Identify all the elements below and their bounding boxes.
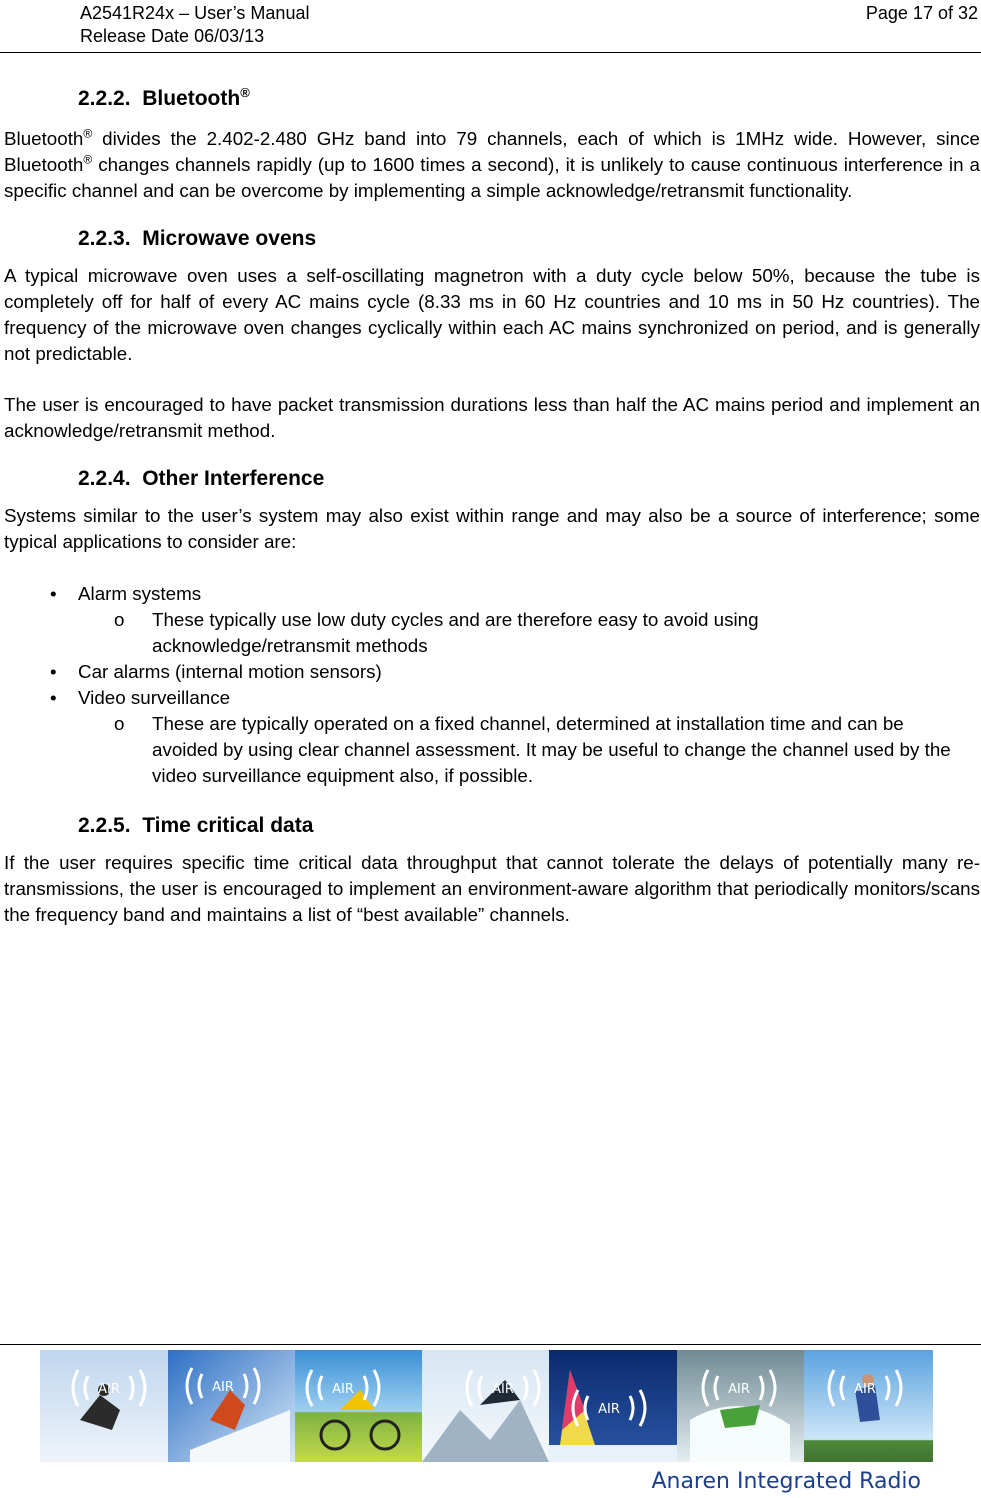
photo-tile (295, 1350, 422, 1462)
air-badge: AIR (492, 1382, 514, 1397)
air-badge: AIR (854, 1382, 876, 1397)
photo-tile (40, 1350, 168, 1462)
heading-number: 2.2.4. (78, 467, 131, 490)
sub-list (78, 711, 980, 789)
bullet-icon: • (50, 583, 57, 604)
bullet-icon: • (50, 661, 57, 682)
heading-number: 2.2.2. (78, 87, 131, 110)
page-body (4, 72, 980, 928)
header-left (80, 2, 309, 48)
registered-mark: ® (240, 85, 250, 100)
sub-list-item (78, 607, 882, 659)
page-number: Page 17 of 32 (865, 3, 978, 23)
paragraph-bluetooth (4, 126, 980, 204)
page-header (0, 0, 981, 53)
text-run: changes channels rapidly (up to 1600 times a second), it is unlikely to cause continuous interference in a specific channel and can be overcome by implementing a simple acknowledge/retransmit functionality. (4, 154, 980, 201)
paragraph-time-critical: If the user requires specific time critical data throughput that cannot tolerate the delays of potentially many re-transmissions, the user is encouraged to implement an environment-aware algorithm that periodically monitors/scans the frequency band and maintains a list of “best available” channels. (4, 852, 980, 925)
heading-bluetooth (4, 80, 980, 112)
air-badge: AIR (98, 1382, 120, 1397)
list-item-label: Alarm systems (78, 583, 202, 604)
photo-tile (422, 1350, 549, 1462)
heading-time-critical (4, 813, 980, 839)
heading-other-interference (4, 466, 980, 492)
action-photo-strip (40, 1350, 933, 1462)
paragraph-microwave-1: A typical microwave oven uses a self-oscillating magnetron with a duty cycle below 50%, because the tube is completely off for half of every AC mains cycle (8.33 ms in 60 Hz countries and 10 ms in 50 Hz countries). The frequency of the microwave oven changes cyclically within each AC mains synchronized on period, and is generally not predictable. (4, 265, 980, 364)
registered-mark: ® (83, 126, 93, 141)
air-badge: AIR (332, 1382, 354, 1397)
heading-text: Other Interference (142, 467, 325, 490)
release-date: Release Date 06/03/13 (80, 26, 265, 46)
text-run: Bluetooth (4, 128, 84, 149)
doc-title: A2541R24x – User’s Manual (80, 3, 310, 23)
air-badge: AIR (598, 1402, 620, 1417)
circle-bullet-icon: o (114, 713, 125, 734)
list-item-label: Car alarms (internal motion sensors) (78, 661, 382, 682)
heading-microwave (4, 226, 980, 252)
sub-list-item-text: These are typically operated on a fixed channel, determined at installation time and can be avoided by using clear channel assessment. It may be useful to change the channel used by the video surveillance equipment also, if possible. (152, 713, 951, 786)
sub-list (78, 607, 980, 659)
heading-number: 2.2.5. (78, 814, 131, 837)
paragraph-microwave-2: The user is encouraged to have packet transmission durations less than half the AC mains period and implement an acknowledge/retransmit method. (4, 394, 980, 441)
circle-bullet-icon: o (114, 609, 125, 630)
photo-tile (804, 1350, 933, 1462)
interference-list (4, 581, 980, 789)
photo-tile (677, 1350, 804, 1462)
page-footer (0, 1344, 981, 1498)
paragraph-other: Systems similar to the user’s system may also exist within range and may also be a source of interference; some typical applications to consider are: (4, 505, 980, 552)
registered-mark: ® (83, 152, 93, 167)
list-item-label: Video surveillance (78, 687, 231, 708)
list-item (4, 659, 980, 685)
heading-text: Bluetooth (142, 87, 241, 110)
heading-text: Time critical data (142, 814, 314, 837)
sub-list-item (78, 711, 952, 789)
bullet-icon: • (50, 687, 57, 708)
sub-list-item-text: These typically use low duty cycles and are therefore easy to avoid using acknowledge/retransmit methods (152, 609, 759, 656)
list-item (4, 581, 980, 659)
text-run: divides the 2.402-2.480 GHz band into 79 channels, each of which is 1MHz wide. However, since Bluetooth (4, 128, 980, 175)
air-badge: AIR (728, 1382, 750, 1397)
list-item (4, 685, 980, 789)
air-badge: AIR (212, 1380, 234, 1395)
brand-name: Anaren Integrated Radio (651, 1469, 921, 1494)
heading-text: Microwave ovens (142, 227, 317, 250)
heading-number: 2.2.3. (78, 227, 131, 250)
photo-tile (168, 1350, 295, 1462)
